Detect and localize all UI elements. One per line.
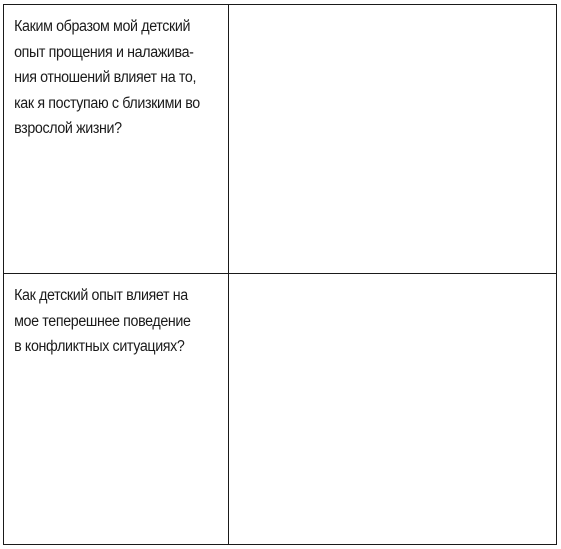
worksheet-row-2: [4, 274, 557, 545]
question-line: как я поступаю с близкими во: [14, 94, 200, 112]
worksheet-row-1: [4, 5, 557, 274]
question-line: взрослой жизни?: [14, 120, 122, 137]
question-line: Каким образом мой детский: [14, 18, 191, 35]
question-line: опыт прощения и налажива-: [14, 43, 194, 61]
question-line: мое теперешнее поведение: [14, 312, 191, 330]
question-line: ния отношений влияет на то,: [14, 69, 197, 86]
question-text-2: [4, 274, 230, 360]
question-line: в конфликтных ситуациях?: [14, 338, 185, 355]
answer-cell-1[interactable]: [229, 5, 557, 274]
question-text-1: [4, 5, 230, 142]
question-line: Как детский опыт влияет на: [14, 287, 188, 304]
question-cell-1: [4, 5, 229, 274]
answer-cell-2[interactable]: [229, 274, 557, 545]
question-cell-2: [4, 274, 229, 545]
reflection-worksheet-table: [3, 4, 557, 545]
